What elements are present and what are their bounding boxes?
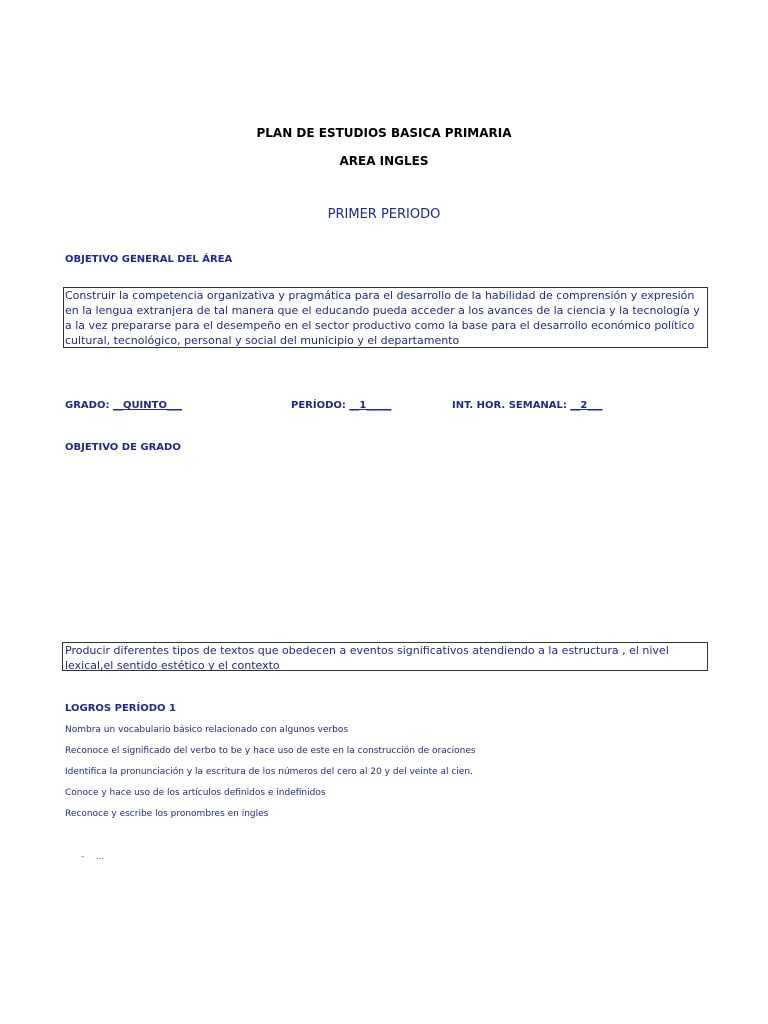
logros-label: LOGROS PERÍODO 1 <box>65 703 176 714</box>
intensidad-field <box>452 400 602 411</box>
logro-item: Nombra un vocabulario básico relacionado con algunos verbos <box>65 725 349 735</box>
grado-label: GRADO: <box>65 400 110 411</box>
objetivo-general-label: OBJETIVO GENERAL DEL ÁREA <box>65 254 233 265</box>
periodo-value: __1_____ <box>349 400 392 411</box>
periodo-label: PERÍODO: <box>291 400 346 411</box>
logro-item: Identifica la pronunciación y la escritura de los números del cero al 20 y del veinte al cien. <box>65 767 473 777</box>
logro-item: Reconoce y escribe los pronombres en ingles <box>65 809 269 819</box>
intensidad-label: INT. HOR. SEMANAL: <box>452 400 567 411</box>
trailing-marks: - ... <box>81 852 105 862</box>
intensidad-value: __2___ <box>570 400 603 411</box>
periodo-field <box>291 400 391 411</box>
objetivo-grado-box: Producir diferentes tipos de textos que obedecen a eventos significativos atendiendo a la estructura , el nivel lexical,el sentido estético y el contexto <box>62 642 708 671</box>
document-title: PLAN DE ESTUDIOS BASICA PRIMARIA <box>256 126 512 140</box>
period-heading: PRIMER PERIODO <box>327 207 441 222</box>
area-title: AREA INGLES <box>339 154 429 168</box>
objetivo-general-box: Construir la competencia organizativa y pragmática para el desarrollo de la habilidad de comprensión y expresión en la lengua extranjera de tal manera que el educando pueda acceder a los avances de la ciencia y la tecnología y a la vez prepararse para el desempeño en el sector productivo como la base para el desarrollo económico político cultural, tecnológico, personal y social del municipio y el departamento <box>63 287 708 348</box>
logro-item: Conoce y hace uso de los artículos definidos e indefinidos <box>65 788 326 798</box>
objetivo-grado-label: OBJETIVO DE GRADO <box>65 442 181 453</box>
logro-item: Reconoce el significado del verbo to be y hace uso de este en la construcción de oraciones <box>65 746 476 756</box>
grado-value: __QUINTO___ <box>112 400 182 411</box>
grado-field <box>65 400 182 411</box>
